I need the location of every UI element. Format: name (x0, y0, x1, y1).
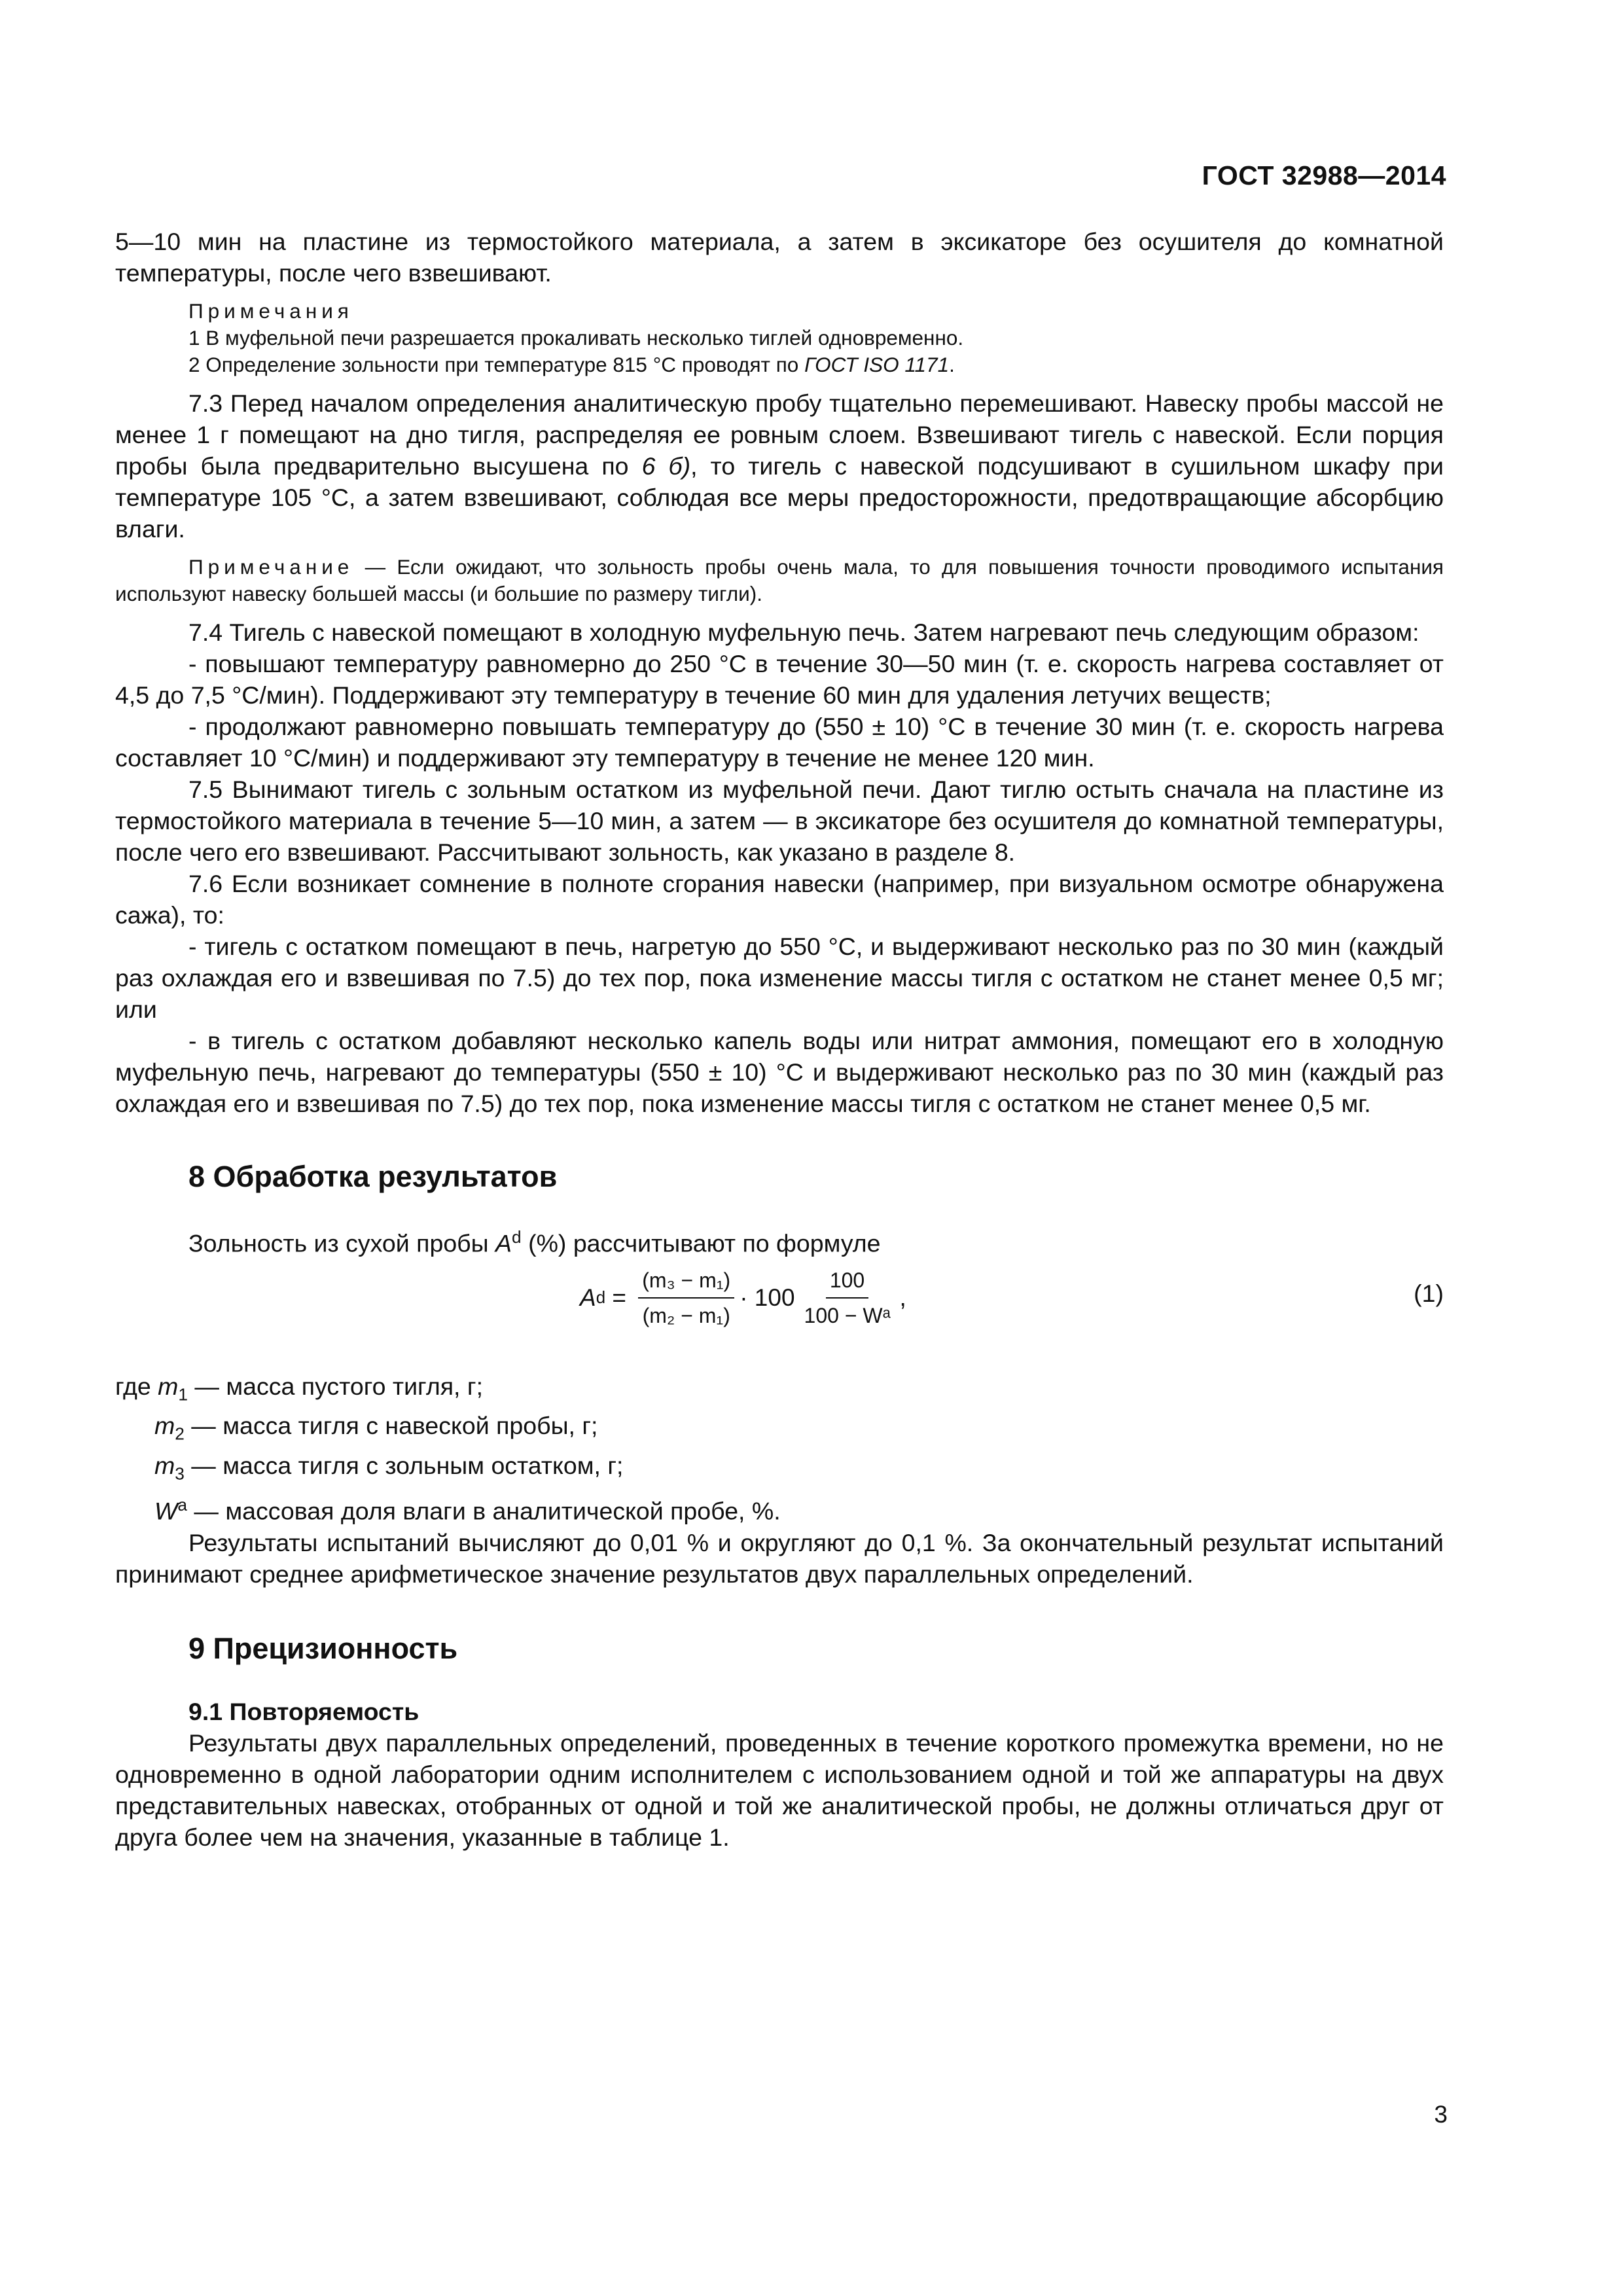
fraction-mass (638, 1265, 734, 1331)
definition-text: — масса пустого тигля, г; (188, 1372, 483, 1400)
fraction-moisture-numerator: 100 (826, 1265, 868, 1299)
note-item-2-end: . (949, 353, 955, 376)
equation-number: (1) (1414, 1279, 1444, 1307)
paragraph-7-3-text-a: 7.3 Перед началом определения аналитическую пробу тщательно перемешивают. Навеску пробы массой не менее 1 г помещают на дно тигля, распределяя ее ровным слоем. Взвешивают тигель с навеской. Если порция пробы была предварительно высушена по (115, 389, 1444, 480)
definition-symbol: W (154, 1497, 178, 1525)
formula-intro (115, 1221, 1444, 1259)
paragraph-7-3-text-b: , то тигель с навеской подсушивают в сушильном шкафу при температуре 105 °С, а затем взвешивают, соблюдая все меры предосторожности, предотвращающие абсорбцию влаги. (115, 452, 1444, 543)
note-item-1: 1 В муфельной печи разрешается прокаливать несколько тиглей одновременно. (188, 326, 964, 350)
results-paragraph: Результаты испытаний вычисляют до 0,01 % и округляют до 0,1 %. За окончательный результат испытаний принимают среднее арифметическое значение результатов двух параллельных определений. (115, 1528, 1444, 1588)
section-9-heading: 9 Прецизионность (188, 1631, 458, 1665)
standard-code-header: ГОСТ 32988—2014 (1202, 160, 1446, 190)
fraction-moisture (800, 1265, 895, 1331)
paragraph-7-5: 7.5 Вынимают тигель с зольным остатком из муфельной печи. Дают тиглю остыть сначала на пластине из термостойкого материала в течение 5—10 мин, а затем — в эксикаторе без осушителя до комнатной температуры, после чего его взвешивают. Рассчитывают зольность, как указано в разделе 8. (115, 776, 1444, 866)
paragraph-7-6: 7.6 Если возникает сомнение в полноте сгорания навески (например, при визуальном осмотре обнаружена сажа), то: (115, 870, 1444, 929)
notes-heading: Примечания (188, 299, 353, 323)
paragraph-7-3 (115, 387, 1444, 545)
formula-multiplier: · 100 (740, 1283, 795, 1311)
definition-subscript: 3 (175, 1463, 185, 1483)
definition-m2 (115, 1410, 1444, 1450)
paragraph-7-4-item-2: - продолжают равномерно повышать температуру до (550 ± 10) °С в течение 30 мин (т. е. скорость нагрева составляет 10 °С/мин) и поддерживают эту температуру в течение не менее 120 мин. (115, 713, 1444, 772)
paragraph-7-6-item-1: - тигель с остатком помещают в печь, нагретую до 550 °С, и выдерживают несколько раз по 30 мин (каждый раз охлаждая его и взвешивая по 7.5) до тех пор, пока изменение массы тигля с остатком не станет менее 0,5 мг; или (115, 933, 1444, 1023)
definition-symbol: m (154, 1412, 175, 1439)
formula-equals: = (605, 1283, 633, 1311)
formula-lhs-sup: d (596, 1288, 606, 1307)
definition-superscript: a (177, 1495, 188, 1515)
note-heading: Примечание (188, 555, 354, 579)
definition-symbol: m (158, 1372, 179, 1400)
notes-block (115, 298, 1444, 378)
definition-wa (115, 1489, 1444, 1527)
note-item-2-text: 2 Определение зольности при температуре 815 °С проводят по (188, 353, 805, 376)
ash-symbol-sup: d (512, 1227, 522, 1247)
note-text: — Если ожидают, что зольность пробы очень мала, то для повышения точности проводимого испытания используют навеску большей массы (и большие по размеру тигли). (115, 555, 1444, 605)
formula-comma: , (899, 1283, 906, 1311)
continuation-paragraph: 5—10 мин на пластине из термостойкого материала, а затем в эксикаторе без осушителя до комнатной температуры, после чего взвешивают. (115, 228, 1444, 287)
body-text (115, 226, 1444, 1853)
paragraph-7-6-item-2: - в тигель с остатком добавляют несколько капель воды или нитрат аммония, помещают его в холодную муфельную печь, нагревают до температуры (550 ± 10) °С и выдерживают несколько раз по 30 мин (каждый раз охлаждая его и взвешивая по 7.5) до тех пор, пока изменение массы тигля с остатком не станет менее 0,5 мг. (115, 1027, 1444, 1117)
definition-prefix: где (115, 1372, 158, 1400)
note-item-2 (115, 351, 1444, 378)
ash-symbol: A (495, 1229, 512, 1257)
paragraph-7-4-item-1: - повышают температуру равномерно до 250 °С в течение 30—50 мин (т. е. скорость нагрева составляет от 4,5 до 7,5 °С/мин). Поддерживают эту температуру в течение 60 мин для удаления летучих веществ; (115, 650, 1444, 709)
formula-1 (580, 1265, 906, 1331)
definition-m1 (115, 1371, 1444, 1410)
formula-row (115, 1259, 1444, 1371)
paragraph-9-1: Результаты двух параллельных определений, проведенных в течение короткого промежутка времени, но не одновременно в одной лаборатории одним исполнителем с использованием одной и той же аппаратуры на двух представительных навесках, отобранных от одной и той же аналитической пробы, не должны отличаться друг от друга более чем на значения, указанные в таблице 1. (115, 1729, 1444, 1851)
formula-intro-text-a: Зольность из сухой пробы (188, 1229, 496, 1257)
formula-lhs: A (580, 1283, 596, 1311)
formula-intro-text-b: (%) рассчитывают по формуле (521, 1229, 881, 1257)
clause-reference: 6 б) (641, 452, 691, 480)
definition-text: — масса тигля с зольным остатком, г; (184, 1451, 624, 1479)
gost-iso-reference: ГОСТ ISO 1171 (804, 353, 950, 376)
page-number: 3 (1434, 2101, 1448, 2128)
definition-text: — массовая доля влаги в аналитической пробе, %. (187, 1497, 781, 1525)
note-paragraph (115, 554, 1444, 607)
definition-subscript: 1 (178, 1384, 188, 1404)
fraction-mass-denominator: (m₂ − m₁) (642, 1303, 730, 1327)
fraction-moisture-denominator: 100 − Wᵃ (804, 1303, 891, 1327)
section-8-heading: 8 Обработка результатов (188, 1160, 558, 1193)
variable-definitions (115, 1371, 1444, 1527)
subsection-9-1-heading: 9.1 Повторяемость (188, 1697, 419, 1725)
definition-subscript: 2 (175, 1424, 185, 1444)
note-block-2 (115, 554, 1444, 607)
definition-symbol: m (154, 1451, 175, 1479)
paragraph-7-4: 7.4 Тигель с навеской помещают в холодную муфельную печь. Затем нагревают печь следующим образом: (188, 619, 1419, 646)
definition-text: — масса тигля с навеской пробы, г; (184, 1412, 598, 1439)
fraction-mass-numerator: (m₃ − m₁) (638, 1265, 734, 1299)
definition-m3 (115, 1450, 1444, 1490)
